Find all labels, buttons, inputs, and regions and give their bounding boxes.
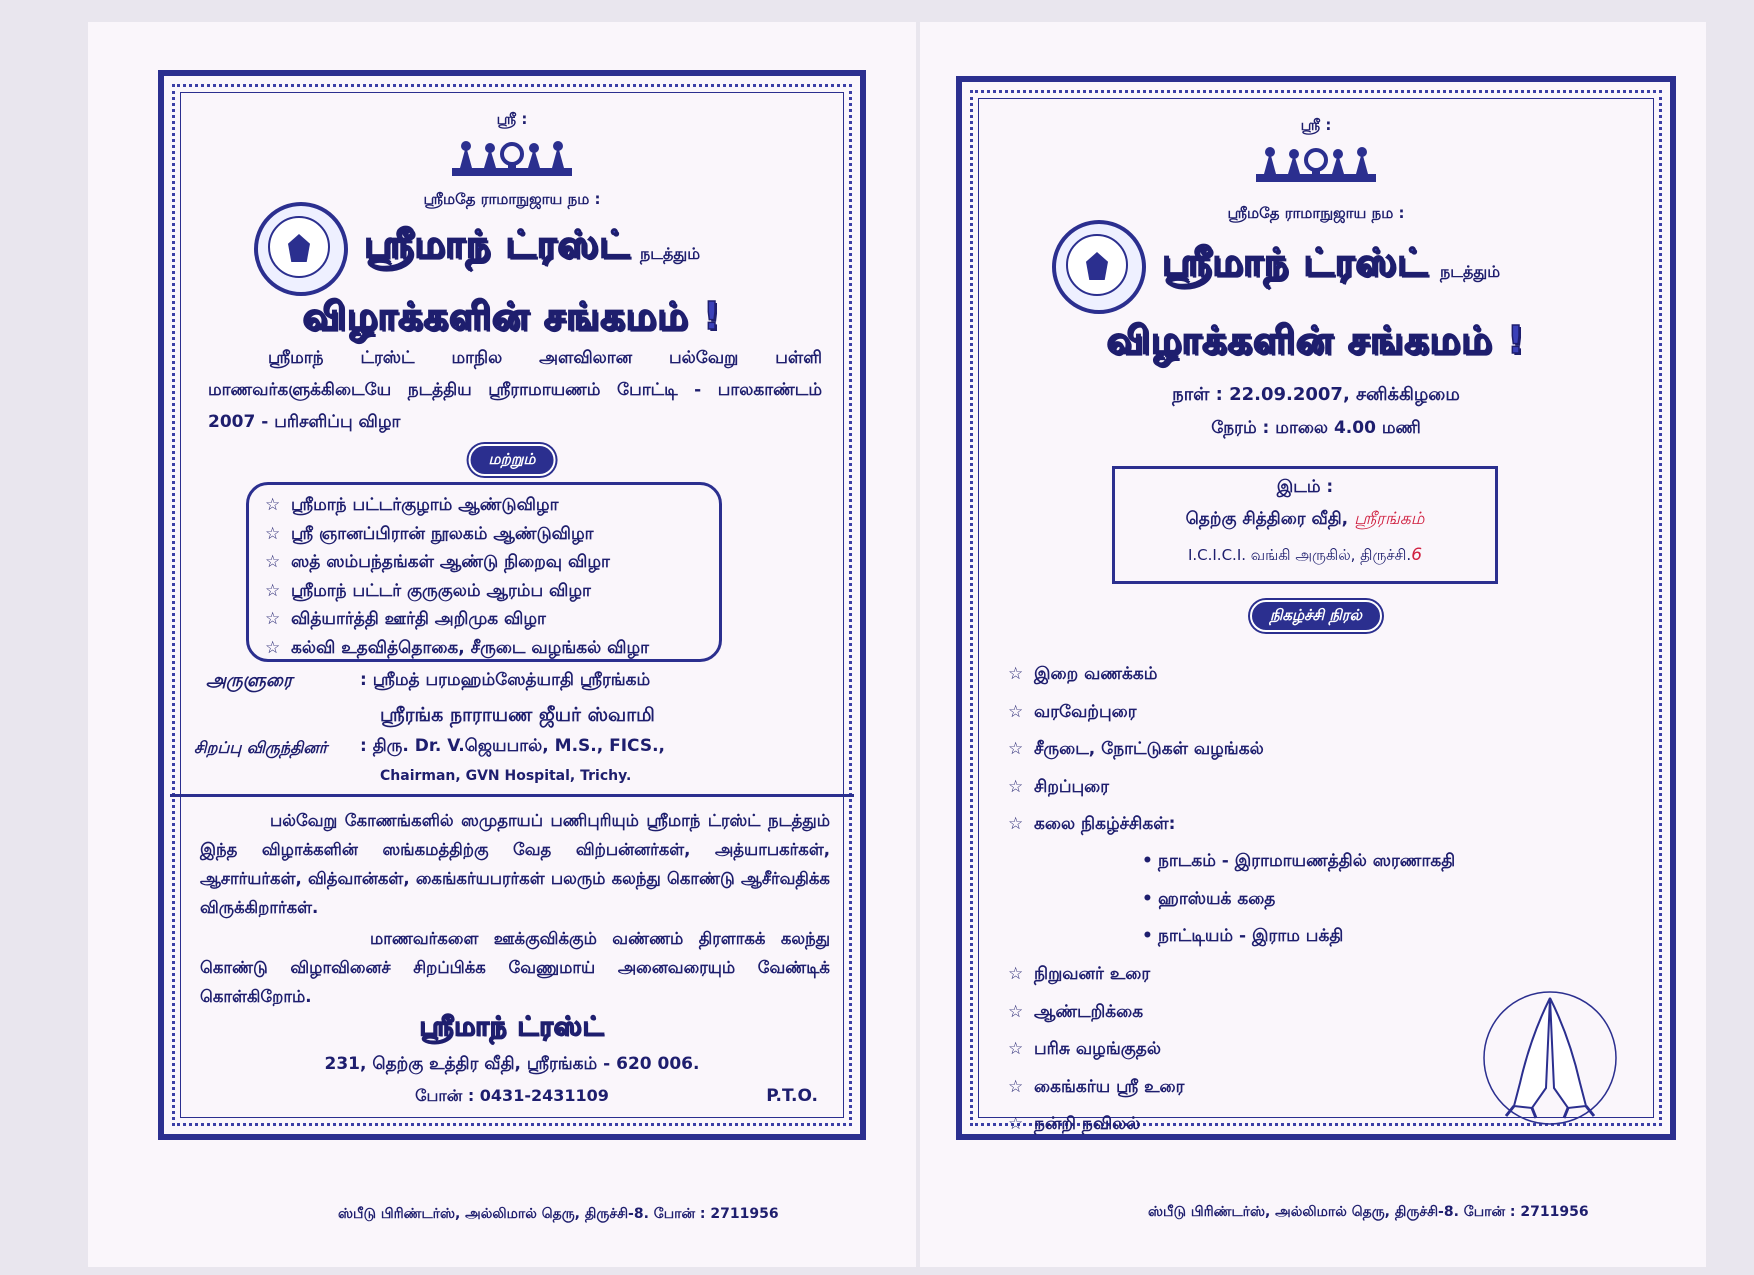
list-item: ☆ வரவேற்புரை [1008,694,1264,732]
printer-credit: ஸ்பீடு பிரிண்டர்ஸ், அல்லிமால் தெரு, திருச்சி-8. போன் : 2711956 [1148,1204,1589,1220]
list-item: ☆ சிறப்புரை [1008,769,1264,807]
deities-emblem-icon [1256,144,1376,182]
venue-line2: I.C.I.C.I. வங்கி அருகில், திருச்சி.6 [1187,545,1423,565]
star-icon: ☆ [1008,814,1024,834]
intro-text: ஸ்ரீமாந் ட்ரஸ்ட் மாநில அளவிலான பல்வேறு பள்ளி மாணவர்களுக்கிடையே நடத்திய ஸ்ரீராமாயணம் போட்டி - பாலகாண்டம் 2007 - பரிசளிப்பு விழா [208,348,822,432]
left-content [192,104,832,1106]
star-icon: ☆ [265,523,281,544]
invocation: ஸ்ரீமதே ராமாநுஜாய நம : [1227,204,1405,222]
event-title: விழாக்களின் சங்கமம் ! [302,294,722,338]
program-list-top [1008,656,1264,844]
list-item: ☆ கல்வி உதவித்தொகை, சீருடை வழங்கல் விழா [265,634,719,663]
list-item: ☆ கைங்கர்ய ஸ்ரீ உரை [1008,1069,1184,1107]
left-border-frame [158,70,866,1140]
star-icon: ☆ [265,580,281,601]
list-item: ☆ சீருடை, நோட்டுகள் வழங்கல் [1008,731,1264,769]
printer-credit: ஸ்பீடு பிரிண்டர்ஸ், அல்லிமால் தெரு, திருச்சி-8. போன் : 2711956 [338,1206,779,1222]
list-item: • நாடகம் - இராமாயணத்தில் ஸரணாகதி [1142,843,1455,881]
star-icon: ☆ [265,552,281,572]
guest-label: சிறப்பு விருந்தினர் [194,738,328,757]
trust-name: ஸ்ரீமாந் ட்ரஸ்ட் [1162,240,1429,284]
program-list-bottom [1008,956,1184,1144]
bullet-icon: • [1142,926,1153,946]
guest-line2: Chairman, GVN Hospital, Trichy. [380,768,632,784]
list-item: ☆ கலை நிகழ்ச்சிகள்: [1008,806,1264,844]
star-icon: ☆ [1008,1001,1024,1022]
list-item: ☆ நிறுவனர் உரை [1008,956,1184,994]
nadattum-label: நடத்தும் [1440,262,1501,281]
section-divider [170,794,854,797]
venue-label: இடம் : [1276,477,1334,497]
right-border-frame [956,76,1676,1140]
phone: போன் : 0431-2431109 [415,1086,609,1105]
list-item: ☆ ஸத் ஸம்பந்தங்கள் ஆண்டு நிறைவு விழா [265,548,719,577]
star-icon: ☆ [265,637,281,658]
list-item: ☆ ஸ்ரீமாந் பட்டர் குருகுலம் ஆரம்ப விழா [265,577,719,606]
invocation: ஸ்ரீமதே ராமாநுஜாய நம : [423,190,601,208]
program-pill: நிகழ்ச்சி நிரல் [1250,600,1382,632]
list-item: ☆ வித்யார்த்தி ஊர்தி அறிமுக விழா [265,605,719,634]
list-item: ☆ ஆண்டறிக்கை [1008,994,1184,1032]
date-line: நாள் : 22.09.2007, சனிக்கிழமை [1172,384,1460,405]
list-item: ☆ ஸ்ரீமாந் பட்டர்குழாம் ஆண்டுவிழா [265,491,719,520]
blessing-line1: : ஸ்ரீமத் பரமஹம்ஸேத்யாதி ஸ்ரீரங்கம் [360,670,651,690]
pto-label: P.T.O. [766,1086,818,1106]
star-icon: ☆ [1008,964,1024,984]
venue-line1: தெற்கு சித்திரை வீதி, ஸ்ரீரங்கம் [1185,509,1425,529]
star-icon: ☆ [1008,776,1024,797]
trust-name: ஸ்ரீமாந் ட்ரஸ்ட் [364,222,631,266]
address: 231, தெற்கு உத்திர வீதி, ஸ்ரீரங்கம் - 620 006. [324,1054,700,1074]
invite-text: பல்வேறு கோணங்களில் ஸமுதாயப் பணிபுரியும் ஸ்ரீமாந் ட்ரஸ்ட் நடத்தும் இந்த விழாக்களின் ஸங்கமத்திற்கு வேத விற்பன்னர்கள், அத்யாபகர்கள், ஆசார்யர்கள், வித்வான்கள், கைங்கர்யபரர்கள் பலரும் கலந்து கொண்டு ஆசீர்வதிக்க விருக்கிறார்கள். மாணவர்களை ஊக்குவிக்கும் வண்ணம் திரளாகக் கலந்து கொண்டு விழாவினைச் சிறப்பிக்க வேணுமாய் அனைவரையும் வேண்டிக் கொள்கிறோம். [200,811,830,1006]
list-item: ☆ பரிசு வழங்குதல் [1008,1031,1184,1069]
bullet-icon: • [1142,888,1153,909]
event-title: விழாக்களின் சங்கமம் ! [1106,318,1526,362]
time-line: நேரம் : மாலை 4.00 மணி [1211,418,1421,438]
events-list [265,491,719,662]
blessing-label: அருளுரை [206,670,293,691]
blessing-line2: ஸ்ரீரங்க நாராயண ஜீயர் ஸ்வாமி [380,704,655,726]
nadattum-label: நடத்தும் [640,244,701,263]
guest-line1: : திரு. Dr. V.ஜெயபால், M.S., FICS., [360,736,665,756]
venue-box [1112,466,1498,584]
right-content [990,110,1642,1134]
sri-heading: ஸ்ரீ : [1300,116,1332,134]
list-item: • ஹாஸ்யக் கதை [1142,881,1455,919]
list-item: ☆ நன்றி நவிலல் [1008,1106,1184,1144]
list-item: ☆ இறை வணக்கம் [1008,656,1264,694]
list-item: ☆ ஸ்ரீ ஞானப்பிரான் நூலகம் ஆண்டுவிழா [265,520,719,549]
handwritten-note: ஸ்ரீரங்கம் [1354,509,1425,529]
folded-hands-icon [1480,988,1620,1128]
events-box [246,482,722,662]
trust-seal-icon [254,202,348,296]
bullet-icon: • [1142,851,1153,871]
star-icon: ☆ [265,495,281,515]
star-icon: ☆ [1008,1076,1024,1097]
star-icon: ☆ [1008,664,1024,684]
handwritten-note: 6 [1411,545,1423,565]
sign-name: ஸ்ரீமாந் ட்ரஸ்ட் [419,1012,605,1042]
and-pill: மற்றும் [469,444,556,476]
trust-seal-icon [1052,220,1146,314]
star-icon: ☆ [265,609,281,629]
left-page [88,22,916,1267]
star-icon: ☆ [1008,701,1024,722]
star-icon: ☆ [1008,739,1024,759]
deities-emblem-icon [452,138,572,176]
right-page [920,22,1706,1267]
list-item: • நாட்டியம் - இராம பக்தி [1142,918,1455,956]
sri-heading: ஸ்ரீ : [496,110,528,128]
star-icon: ☆ [1008,1039,1024,1059]
program-sub-list [1142,843,1455,956]
star-icon: ☆ [1008,1114,1024,1134]
